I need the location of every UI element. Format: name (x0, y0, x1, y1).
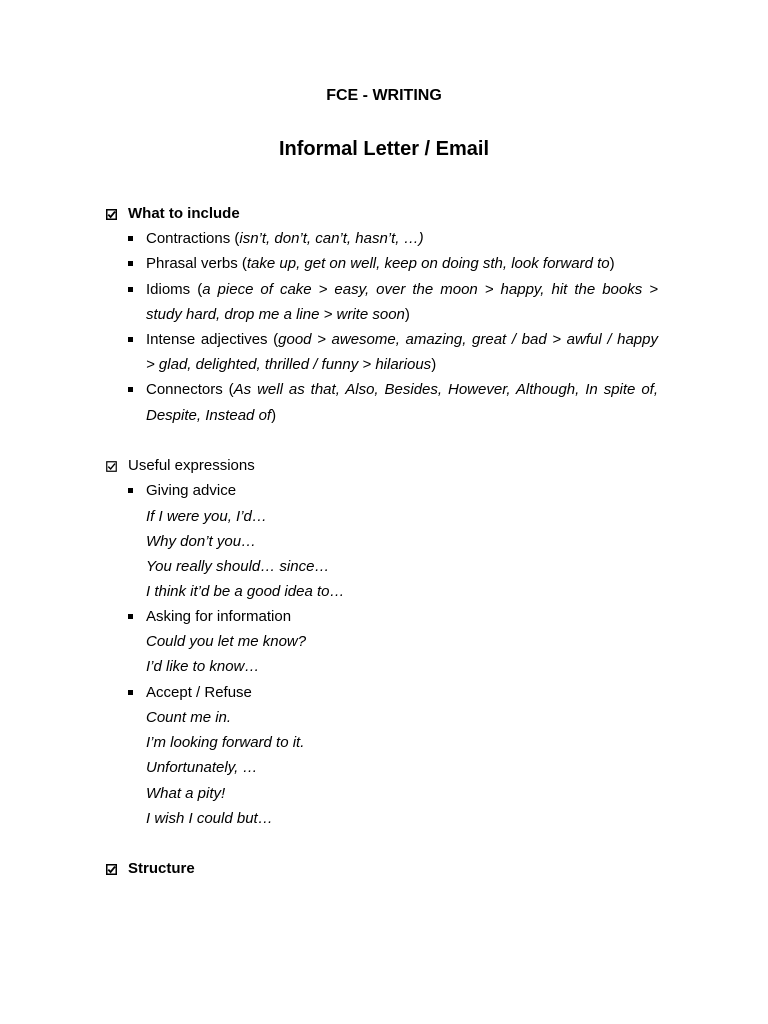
group-label: Asking for information (146, 608, 292, 625)
item-examples: isn’t, don’t, can’t, hasn’t, …) (239, 230, 424, 247)
item-label: Contractions ( (146, 230, 240, 247)
bullet-icon (128, 236, 133, 241)
section-heading-label: Structure (128, 860, 195, 877)
list-item-intense-adjectives-continued (146, 355, 658, 375)
item-label: Idioms ( (146, 281, 203, 298)
list-item-asking-for-information (146, 607, 658, 627)
item-close: ) (431, 356, 437, 373)
list-item-connectors-continued (146, 406, 658, 426)
item-examples: take up, get on well, keep on doing sth, look forward to (246, 255, 610, 272)
list-item-contractions (146, 229, 658, 249)
phrase-line: I think it’d be a good idea to… (146, 583, 345, 600)
group-label: Giving advice (146, 482, 237, 499)
bullet-icon (128, 337, 133, 342)
item-examples: Despite, Instead of (146, 407, 272, 424)
list-item-connectors (146, 380, 658, 400)
item-examples: > glad, delighted, thrilled / funny > hilarious (146, 356, 432, 373)
document-title: Informal Letter / Email (278, 138, 490, 160)
phrase-line: I’m looking forward to it. (146, 734, 305, 751)
document-header: FCE - WRITING (326, 87, 442, 104)
item-label: Phrasal verbs ( (146, 255, 247, 272)
item-close: ) (609, 255, 615, 272)
item-close: ) (404, 306, 410, 323)
bullet-icon (128, 690, 133, 695)
checkbox-checked-icon (106, 209, 117, 220)
item-examples: good > awesome, amazing, great / bad > awful / happy (278, 331, 658, 348)
list-item-idioms (146, 280, 658, 300)
section-heading-label: What to include (128, 205, 240, 222)
phrase-line: Count me in. (146, 709, 232, 726)
list-item-phrasal-verbs (146, 254, 658, 274)
phrase-line: I’d like to know… (146, 658, 260, 675)
phrase-line: If I were you, I’d… (146, 508, 267, 525)
phrase-line: I wish I could but… (146, 810, 273, 827)
section-heading-useful-expressions (106, 456, 255, 476)
item-label: Connectors ( (146, 381, 234, 398)
phrase-line: Unfortunately, … (146, 759, 258, 776)
section-heading-label: Useful expressions (128, 457, 255, 474)
item-examples: study hard, drop me a line > write soon (146, 306, 405, 323)
list-item-accept-refuse (146, 683, 658, 703)
bullet-icon (128, 614, 133, 619)
bullet-icon (128, 387, 133, 392)
phrase-line: You really should… since… (146, 558, 330, 575)
item-label: Intense adjectives ( (146, 331, 279, 348)
bullet-icon (128, 287, 133, 292)
phrase-line: Could you let me know? (146, 633, 307, 650)
list-item-giving-advice (146, 481, 658, 501)
item-examples: As well as that, Also, Besides, However, Although, In spite of, (233, 381, 658, 398)
phrase-line: Why don’t you… (146, 533, 257, 550)
bullet-icon (128, 261, 133, 266)
item-examples: a piece of cake > easy, over the moon > happy, hit the books > (202, 281, 659, 298)
phrase-line: What a pity! (146, 785, 226, 802)
section-heading-what-to-include (106, 204, 240, 224)
list-item-intense-adjectives (146, 330, 658, 350)
list-item-idioms-continued (146, 305, 658, 325)
item-close: ) (271, 407, 277, 424)
group-label: Accept / Refuse (146, 684, 252, 701)
bullet-icon (128, 488, 133, 493)
checkbox-checked-icon (106, 461, 117, 472)
section-heading-structure (106, 859, 195, 879)
checkbox-checked-icon (106, 864, 117, 875)
